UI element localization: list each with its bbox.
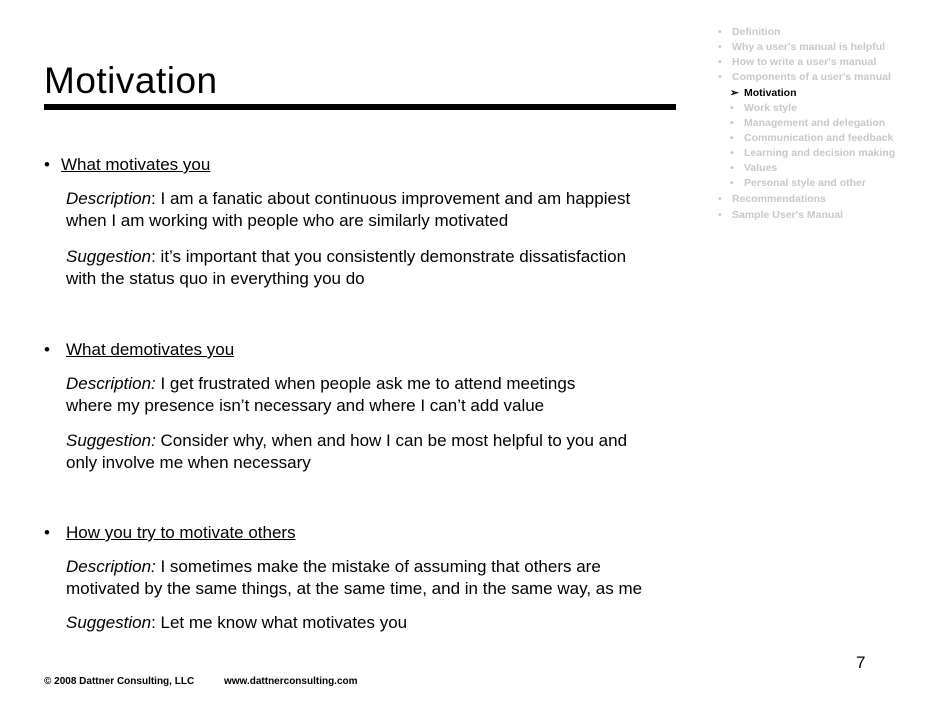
nav-item-label: Work style [744,102,797,114]
label-separator: : [151,189,156,208]
page-title: Motivation [44,60,218,101]
nav-item-label: Why a user's manual is helpful [732,41,886,53]
title-divider [44,104,676,110]
description-text: I sometimes make the mistake of assuming that others are [155,557,601,576]
bullet-icon: • [730,147,734,159]
bullet-icon: • [730,162,734,174]
description-label: Description [66,189,152,208]
suggestion-text: : Let me know what motivates you [151,613,408,632]
description-text: I get frustrated when people ask me to attend meetings [155,374,576,393]
label-separator: : [151,247,156,266]
bullet-icon: • [730,102,734,114]
description-label: Description: [66,374,156,393]
bullet-icon: • [44,523,50,542]
page-number: 7 [856,653,866,672]
suggestion-paragraph [66,246,626,290]
nav-item-label: Recommendations [732,193,826,205]
suggestion-label: Suggestion [66,613,152,632]
nav-item-label: Definition [732,26,781,38]
bullet-icon: • [718,56,722,68]
description-text: motivated by the same things, at the same time, and in the same way, as me [66,579,643,598]
nav-item-label: Sample User's Manual [732,209,844,221]
bullet-icon: • [44,340,50,359]
suggestion-text: with the status quo in everything you do [66,269,365,288]
section-heading: What motivates you [61,155,211,174]
footer-url[interactable]: www.dattnerconsulting.com [224,676,358,687]
bullet-icon: • [718,71,722,83]
bullet-icon: • [730,117,734,129]
section-heading: How you try to motivate others [66,523,296,542]
nav-item-label: How to write a user's manual [732,56,877,68]
suggestion-paragraph [66,612,407,634]
description-paragraph [66,188,630,232]
suggestion-label: Suggestion: [66,431,156,450]
description-paragraph [66,373,575,417]
description-text: I am a fanatic about continuous improvement and am happiest [155,189,631,208]
nav-item-label: Values [744,162,778,174]
suggestion-text: Consider why, when and how I can be most helpful to you and [155,431,628,450]
nav-item-label: Communication and feedback [744,132,894,144]
section-heading: What demotivates you [66,340,235,359]
bullet-icon: • [44,155,50,174]
bullet-icon: • [730,132,734,144]
description-label: Description: [66,557,156,576]
bullet-icon: • [718,193,722,205]
nav-item-label: Management and delegation [744,117,886,129]
description-text: when I am working with people who are similarly motivated [66,211,509,230]
description-text: where my presence isn’t necessary and where I can’t add value [66,396,545,415]
arrow-bullet-icon: ➢ [730,87,739,99]
suggestion-text: it’s important that you consistently demonstrate dissatisfaction [155,247,627,266]
bullet-icon: • [718,26,722,38]
nav-item-label: Motivation [744,87,797,99]
suggestion-paragraph [66,430,627,474]
nav-item-label: Learning and decision making [744,147,896,159]
footer-copyright: © 2008 Dattner Consulting, LLC [44,676,195,687]
nav-item-label: Components of a user's manual [732,71,891,83]
nav-item-label: Personal style and other [744,177,866,189]
bullet-icon: • [718,209,722,221]
bullet-icon: • [730,177,734,189]
description-paragraph [66,556,642,600]
suggestion-label: Suggestion [66,247,152,266]
suggestion-text: only involve me when necessary [66,453,311,472]
bullet-icon: • [718,41,722,53]
